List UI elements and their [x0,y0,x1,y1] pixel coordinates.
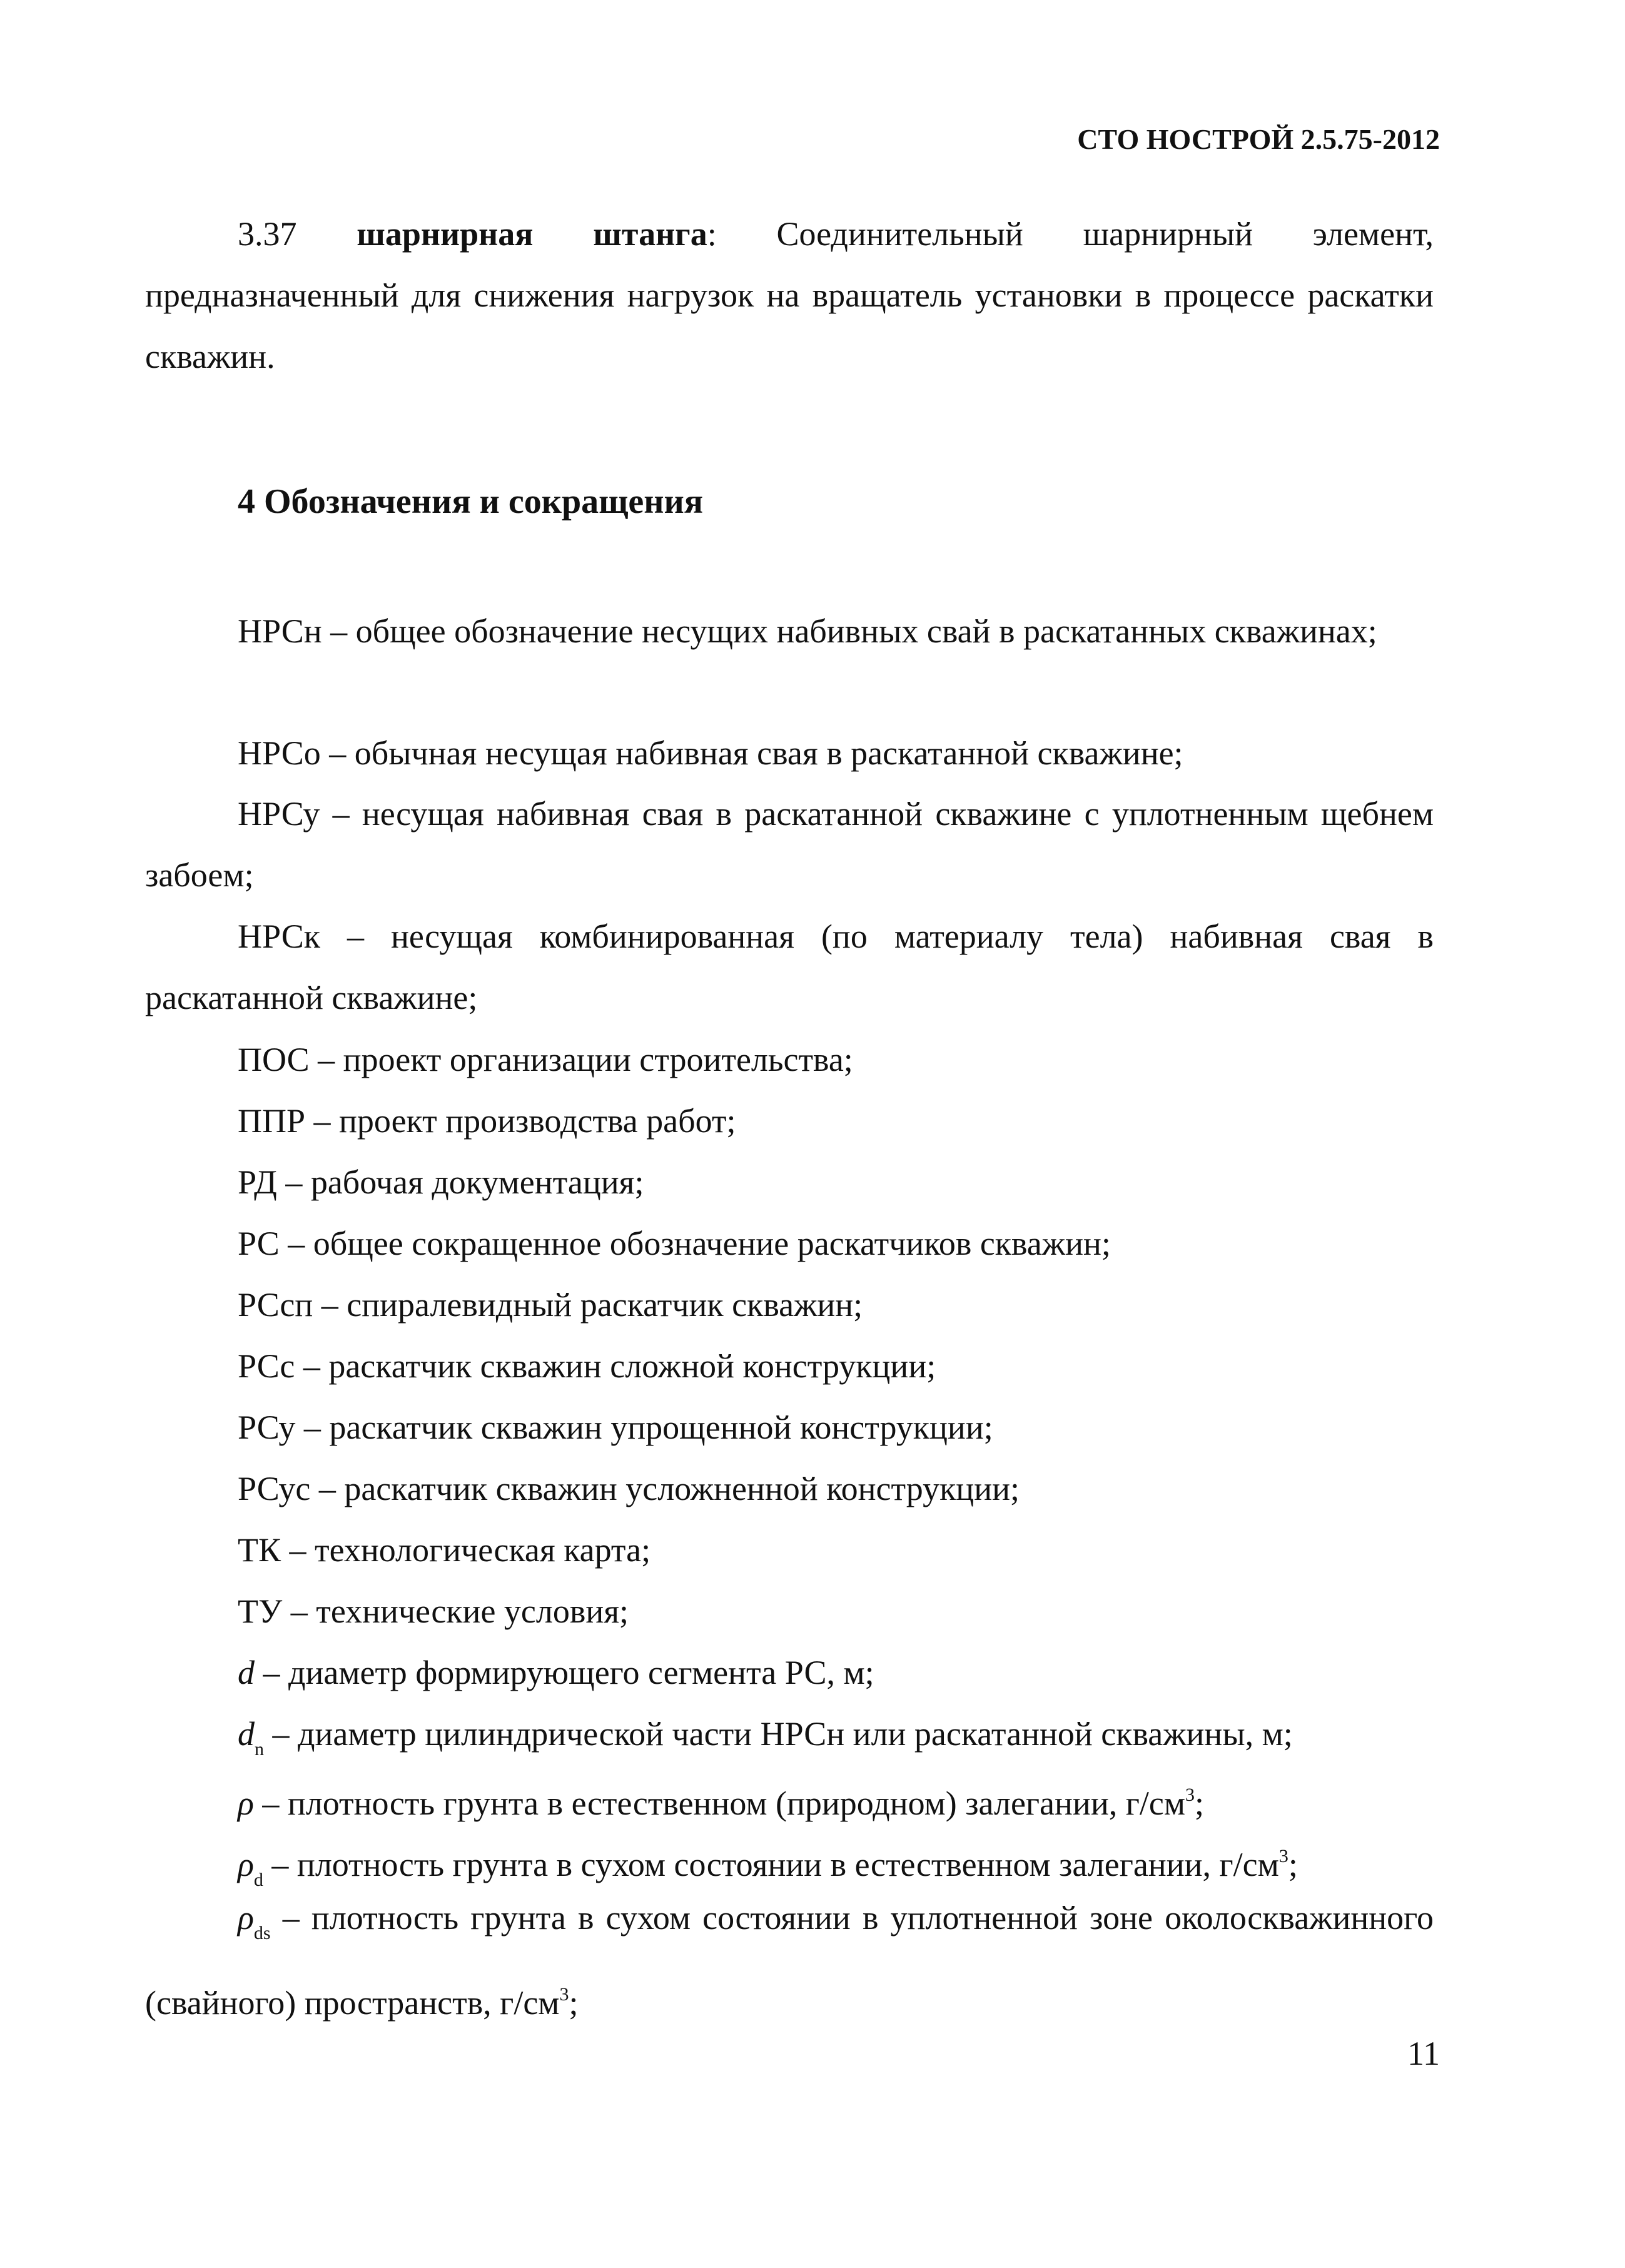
abbreviation-item [145,1397,1434,1458]
abbreviation-item [145,1152,1434,1213]
abbreviation-item [145,1274,1434,1335]
abbreviation-text: – рабочая документация; [276,1163,644,1201]
abbreviation-term: НРСк [238,918,320,955]
definition-number: 3.37 [238,215,297,253]
symbol-tail: ; [1288,1846,1298,1883]
abbreviation-item [145,783,1434,906]
abbreviation-term: НРСо [238,734,321,772]
abbreviation-term: ТК [238,1531,281,1569]
abbreviation-term: РСсп [238,1286,313,1324]
definition-text: : Соединительный шарнирный элемент, предназначенный для снижения нагрузок на вращатель установки в процессе раскатки скважин. [145,215,1434,375]
symbol-text: – диаметр формирующего сегмента РС, м; [255,1654,874,1691]
section-heading: 4 Обозначения и сокращения [238,482,704,521]
abbreviation-term: НРСн [238,612,322,650]
abbreviation-text: – спиралевидный раскатчик скважин; [313,1286,863,1324]
symbol-letter: d [238,1715,255,1753]
abbreviation-item [145,600,1434,662]
abbreviation-term: ПОС [238,1041,310,1078]
abbreviation-item [145,722,1434,784]
symbol-text: – плотность грунта в сухом состоянии в естественном залегании, г/см [263,1846,1279,1883]
symbol-item [145,1887,1434,2033]
symbol-subscript: d [253,1870,263,1890]
abbreviation-text: – несущая комбинированная (по материалу тела) набивная свая в раскатанной скважине; [145,918,1434,1016]
abbreviation-text: – технические условия; [282,1592,629,1630]
abbreviation-item [145,1458,1434,1519]
symbol-tail: ; [1195,1785,1205,1822]
abbreviation-term: РСу [238,1409,296,1446]
abbreviation-item [145,1213,1434,1274]
abbreviation-term: РСс [238,1347,295,1385]
definition-term: шарнирная штанга [357,215,707,253]
symbol-item [145,1764,1434,1834]
symbol-tail: ; [569,1984,579,2022]
page-number: 11 [1407,2035,1440,2072]
symbol-item [145,1642,1434,1703]
unit-superscript: 3 [1185,1785,1195,1805]
abbreviation-item [145,1029,1434,1090]
unit-superscript: 3 [559,1984,569,2005]
abbreviation-text: – раскатчик скважин сложной конструкции; [295,1347,936,1385]
abbreviation-term: НРСу [238,795,320,833]
document-code-header: СТО НОСТРОЙ 2.5.75-2012 [1077,123,1440,155]
symbol-subscript: ds [253,1923,271,1943]
definition-3-37 [145,203,1434,387]
abbreviation-item [145,1335,1434,1397]
abbreviation-text: – проект организации строительства; [309,1041,853,1078]
abbreviation-term: РС [238,1225,280,1262]
abbreviation-term: РСус [238,1470,311,1507]
abbreviation-item [145,1519,1434,1581]
abbreviation-term: ППР [238,1102,306,1140]
abbreviation-text: – несущая набивная свая в раскатанной скважине с уплотненным щебнем забоем; [145,795,1434,894]
symbol-letter: ρ [238,1846,254,1883]
abbreviation-text: – проект производства работ; [305,1102,736,1140]
symbol-subscript: n [255,1739,264,1759]
symbol-text: – диаметр цилиндрической части НРСн или раскатанной скважины, м; [264,1715,1293,1753]
symbol-text: – плотность грунта в сухом состоянии в уплотненной зоне околоскважинного (свайного) пространств, г/см [145,1899,1434,2022]
symbol-letter: ρ [238,1899,254,1936]
abbreviation-term: РД [238,1163,277,1201]
abbreviation-text: – обычная несущая набивная свая в раскатанной скважине; [320,734,1183,772]
abbreviation-text: – раскатчик скважин усложненной конструкции; [310,1470,1020,1507]
abbreviation-item [145,1581,1434,1642]
abbreviation-item [145,1090,1434,1152]
abbreviation-text: – технологическая карта; [281,1531,651,1569]
abbreviation-text: – общее сокращенное обозначение раскатчиков скважин; [279,1225,1111,1262]
symbol-letter: ρ [238,1785,254,1822]
symbol-letter: d [238,1654,255,1691]
unit-superscript: 3 [1278,1846,1288,1866]
abbreviation-term: ТУ [238,1592,283,1630]
symbol-text: – плотность грунта в естественном (природном) залегании, г/см [253,1785,1186,1822]
abbreviation-item [145,906,1434,1028]
abbreviation-text: – раскатчик скважин упрощенной конструкции; [295,1409,993,1446]
abbreviation-text: – общее обозначение несущих набивных свай в раскатанных скважинах; [321,612,1377,650]
